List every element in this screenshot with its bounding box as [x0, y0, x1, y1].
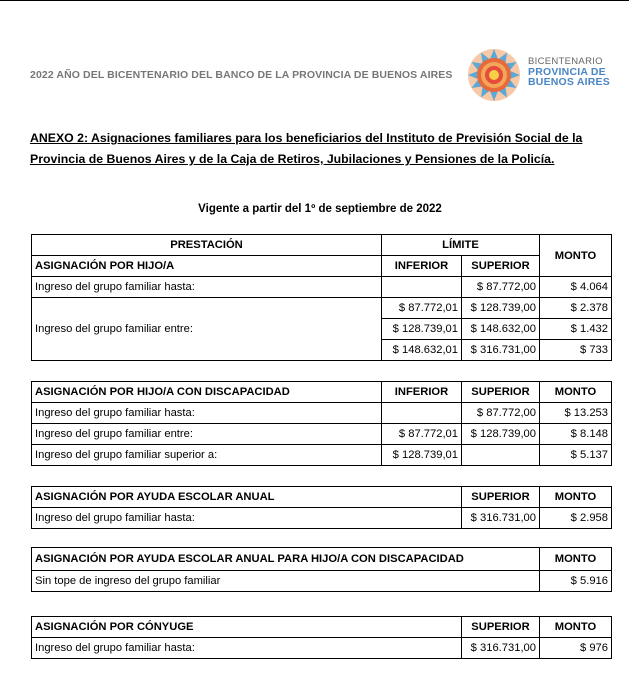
cell-monto: $ 5.137	[540, 445, 612, 466]
section-title: ASIGNACIÓN POR CÓNYUGE	[32, 617, 462, 638]
header-monto: MONTO	[540, 235, 612, 277]
cell-superior: $ 316.731,00	[462, 340, 540, 361]
vigente-date: Vigente a partir del 1º de septiembre de 2022	[198, 203, 442, 215]
header-prestacion: PRESTACIÓN	[32, 235, 382, 256]
header-monto: MONTO	[540, 617, 612, 638]
bicentenario-logo	[467, 48, 521, 102]
header-superior: SUPERIOR	[462, 382, 540, 403]
table-ayuda-escolar-discapacidad	[31, 547, 612, 592]
cell-superior: $ 87.772,00	[462, 403, 540, 424]
cell-monto: $ 2.958	[540, 508, 612, 529]
header-inferior: INFERIOR	[382, 382, 462, 403]
cell-monto: $ 13.253	[540, 403, 612, 424]
cell-superior: $ 128.739,00	[462, 424, 540, 445]
section-title: ASIGNACIÓN POR HIJO/A	[32, 256, 382, 277]
table-ayuda-escolar	[31, 486, 612, 529]
page-top-border	[0, 0, 629, 1]
row-label: Ingreso del grupo familiar entre:	[32, 424, 382, 445]
cell-monto: $ 4.064	[540, 277, 612, 298]
cell-inferior: $ 87.772,01	[382, 298, 462, 319]
table-row	[32, 235, 612, 256]
table-row	[32, 403, 612, 424]
table-row	[32, 487, 612, 508]
cell-inferior: $ 148.632,01	[382, 340, 462, 361]
table-row	[32, 298, 612, 319]
header-monto: MONTO	[540, 487, 612, 508]
bicentenario-wordmark	[528, 57, 610, 87]
cell-superior: $ 316.731,00	[462, 638, 540, 659]
table-row	[32, 571, 612, 592]
logo-line-1: BICENTENARIO	[528, 56, 603, 67]
header-superior: SUPERIOR	[462, 256, 540, 277]
cell-superior	[462, 445, 540, 466]
table-row	[32, 445, 612, 466]
table-row	[32, 424, 612, 445]
table-asignacion-discapacidad	[31, 381, 612, 466]
table-row	[32, 277, 612, 298]
cell-monto: $ 2.378	[540, 298, 612, 319]
row-label: Ingreso del grupo familiar hasta:	[32, 403, 382, 424]
cell-monto: $ 1.432	[540, 319, 612, 340]
cell-inferior: $ 87.772,01	[382, 424, 462, 445]
logo-line-3: BUENOS AIRES	[528, 76, 610, 88]
section-title: ASIGNACIÓN POR AYUDA ESCOLAR ANUAL	[32, 487, 462, 508]
header-monto: MONTO	[540, 548, 612, 571]
header-superior: SUPERIOR	[462, 487, 540, 508]
cell-monto: $ 5.916	[540, 571, 612, 592]
header-superior: SUPERIOR	[462, 617, 540, 638]
row-label: Ingreso del grupo familiar hasta:	[32, 638, 462, 659]
row-label: Ingreso del grupo familiar superior a:	[32, 445, 382, 466]
cell-inferior	[382, 277, 462, 298]
table-asignacion-hijo	[31, 234, 612, 361]
table-row	[32, 617, 612, 638]
cell-inferior	[382, 403, 462, 424]
cell-inferior: $ 128.739,01	[382, 319, 462, 340]
cell-monto: $ 8.148	[540, 424, 612, 445]
cell-superior: $ 87.772,00	[462, 277, 540, 298]
table-conyuge	[31, 616, 612, 659]
cell-superior: $ 148.632,00	[462, 319, 540, 340]
section-title: ASIGNACIÓN POR AYUDA ESCOLAR ANUAL PARA HIJO/A CON DISCAPACIDAD	[32, 548, 540, 571]
cell-superior: $ 128.739,00	[462, 298, 540, 319]
cell-inferior: $ 128.739,01	[382, 445, 462, 466]
logo-line-2: PROVINCIA DE	[528, 66, 606, 78]
section-title: ASIGNACIÓN POR HIJO/A CON DISCAPACIDAD	[32, 382, 382, 403]
table-row	[32, 508, 612, 529]
table-row	[32, 548, 612, 571]
cell-superior: $ 316.731,00	[462, 508, 540, 529]
document-title: ANEXO 2: Asignaciones familiares para los beneficiarios del Instituto de Previsión Social de la Provincia de Buenos Aires y de la Caja de Retiros, Jubilaciones y Pensiones de la Policía.	[30, 131, 583, 166]
table-row	[32, 256, 612, 277]
header-inferior: INFERIOR	[382, 256, 462, 277]
row-label: Ingreso del grupo familiar entre:	[32, 298, 382, 361]
row-label: Ingreso del grupo familiar hasta:	[32, 277, 382, 298]
row-label: Ingreso del grupo familiar hasta:	[32, 508, 462, 529]
row-label: Sin tope de ingreso del grupo familiar	[32, 571, 540, 592]
header-monto: MONTO	[540, 382, 612, 403]
header-limite: LÍMITE	[382, 235, 540, 256]
table-row	[32, 382, 612, 403]
year-header: 2022 AÑO DEL BICENTENARIO DEL BANCO DE LA PROVINCIA DE BUENOS AIRES	[30, 69, 453, 81]
cell-monto: $ 976	[540, 638, 612, 659]
table-row	[32, 638, 612, 659]
cell-monto: $ 733	[540, 340, 612, 361]
